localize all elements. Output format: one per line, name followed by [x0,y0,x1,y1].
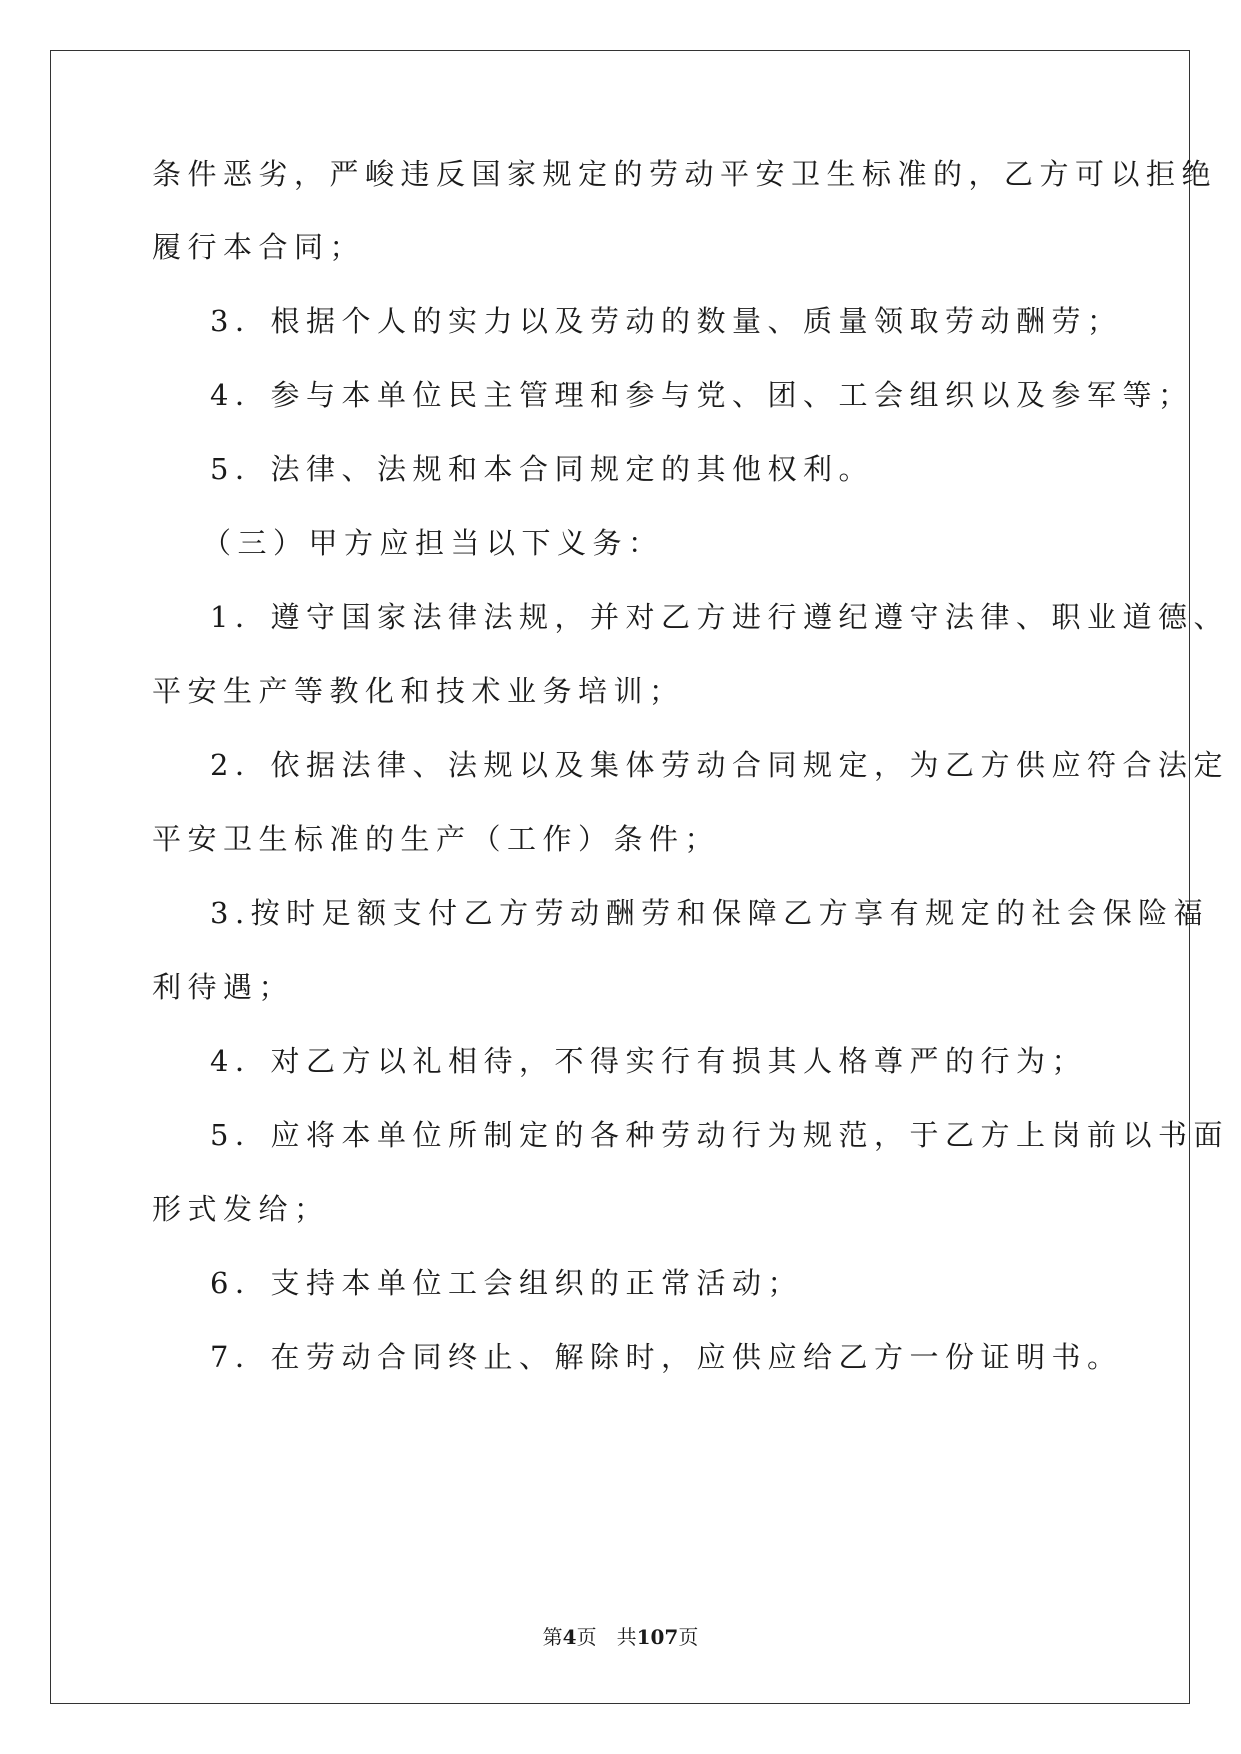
text-line-12: 利待遇； [152,970,295,1004]
footer-current-page: 4 [562,1625,577,1649]
text-line-7: 1．遵守国家法律法规，并对乙方进行遵纪遵守法律、职业道德、 [210,600,1229,634]
section-heading: （三）甲方应担当以下义务： [202,526,664,560]
text-line-8: 平安生产等教化和技术业务培训； [152,674,685,708]
text-line-2: 履行本合同； [152,230,366,264]
text-line-1: 条件恶劣，严峻违反国家规定的劳动平安卫生标准的，乙方可以拒绝 [152,157,1218,191]
text-line-3: 3．根据个人的实力以及劳动的数量、质量领取劳动酬劳； [210,304,1123,338]
text-line-4: 4．参与本单位民主管理和参与党、团、工会组织以及参军等； [210,378,1194,412]
text-line-16: 6．支持本单位工会组织的正常活动； [210,1266,803,1300]
text-line-10: 平安卫生标准的生产（工作）条件； [152,822,721,856]
text-line-11: 3.按时足额支付乙方劳动酬劳和保障乙方享有规定的社会保险福 [210,896,1210,930]
footer-middle: 页 共 [576,1625,637,1649]
footer-prefix: 第 [542,1625,563,1649]
text-line-14: 5．应将本单位所制定的各种劳动行为规范，于乙方上岗前以书面 [210,1118,1229,1152]
footer-suffix: 页 [678,1625,699,1649]
footer-total-pages: 107 [636,1625,679,1649]
text-line-9: 2．依据法律、法规以及集体劳动合同规定，为乙方供应符合法定 [210,748,1229,782]
page-border [50,50,1190,1704]
text-line-13: 4．对乙方以礼相待，不得实行有损其人格尊严的行为； [210,1044,1087,1078]
text-line-5: 5．法律、法规和本合同规定的其他权利。 [210,452,874,486]
text-line-17: 7．在劳动合同终止、解除时，应供应给乙方一份证明书。 [210,1340,1123,1374]
text-line-15: 形式发给； [152,1192,330,1226]
page-footer [0,1621,1241,1650]
